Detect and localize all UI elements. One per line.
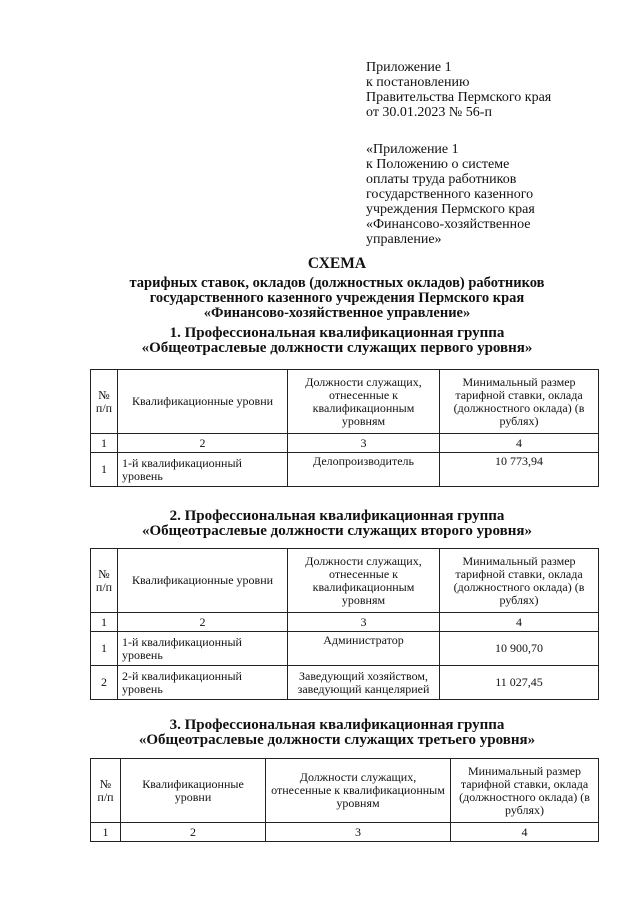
section-title-line: 2. Профессиональная квалификационная группа xyxy=(169,508,505,524)
column-number: 2 xyxy=(118,434,288,453)
header-position: Должности служащих, отнесенные к квалификационным уровням xyxy=(288,549,440,613)
column-number: 2 xyxy=(121,823,266,842)
column-numbers-row xyxy=(91,613,599,632)
column-number: 4 xyxy=(440,434,599,453)
appendix-line: к Положению о системе xyxy=(366,157,510,172)
table-row xyxy=(91,632,599,666)
document-subtitle xyxy=(60,276,614,321)
appendix-line: «Приложение 1 xyxy=(366,142,459,157)
header-salary: Минимальный размер тарифной ставки, оклада (должностного оклада) (в рублях) xyxy=(440,549,599,613)
section-title-line: «Общеотраслевые должности служащих второго уровня» xyxy=(142,523,532,539)
appendix-line: «Финансово-хозяйственное xyxy=(366,217,531,232)
section-3-title xyxy=(60,718,614,748)
header-position: Должности служащих, отнесенные к квалификационным уровням xyxy=(288,370,440,434)
section-2-table xyxy=(90,548,599,700)
subtitle-line: тарифных ставок, окладов (должностных окладов) работников xyxy=(129,275,545,291)
header-level: Квалификационные уровни xyxy=(118,549,288,613)
row-position: Делопроизводитель xyxy=(288,453,440,487)
column-number: 1 xyxy=(91,613,118,632)
section-1-table xyxy=(90,369,599,487)
header-level: Квалификационные уровни xyxy=(118,370,288,434)
row-position: Администратор xyxy=(288,632,440,666)
header-salary: Минимальный размер тарифной ставки, оклада (должностного оклада) (в рублях) xyxy=(440,370,599,434)
table-header-row xyxy=(91,549,599,613)
section-3-table xyxy=(90,758,599,842)
row-level: 2-й квалификационный уровень xyxy=(118,666,288,700)
row-level: 1-й квалификационный уровень xyxy=(118,453,288,487)
section-title-line: 3. Профессиональная квалификационная группа xyxy=(169,717,505,733)
column-number: 2 xyxy=(118,613,288,632)
column-number: 4 xyxy=(440,613,599,632)
approval-line: к постановлению xyxy=(366,75,470,90)
header-salary: Минимальный размер тарифной ставки, оклада (должностного оклада) (в рублях) xyxy=(451,759,599,823)
row-level: 1-й квалификационный уровень xyxy=(118,632,288,666)
section-2-title xyxy=(60,509,614,539)
header-num: № п/п xyxy=(91,759,121,823)
subtitle-line: «Финансово-хозяйственное управление» xyxy=(203,305,471,321)
column-number: 3 xyxy=(266,823,451,842)
column-number: 1 xyxy=(91,823,121,842)
appendix-note xyxy=(366,142,606,247)
table-header-row xyxy=(91,759,599,823)
header-level: Квалификационные уровни xyxy=(121,759,266,823)
column-number: 1 xyxy=(91,434,118,453)
subtitle-line: государственного казенного учреждения Пермского края xyxy=(149,290,525,306)
row-salary: 10 773,94 xyxy=(440,453,599,487)
row-num: 2 xyxy=(91,666,118,700)
section-title-line: «Общеотраслевые должности служащих первого уровня» xyxy=(141,340,533,356)
row-salary: 11 027,45 xyxy=(440,666,599,700)
appendix-line: учреждения Пермского края xyxy=(366,202,535,217)
section-1-title xyxy=(60,326,614,356)
table-header-row xyxy=(91,370,599,434)
column-numbers-row xyxy=(91,434,599,453)
document-title: СХЕМА xyxy=(307,255,367,272)
column-number: 3 xyxy=(288,434,440,453)
column-number: 3 xyxy=(288,613,440,632)
table-row xyxy=(91,453,599,487)
row-num: 1 xyxy=(91,632,118,666)
column-numbers-row xyxy=(91,823,599,842)
appendix-line: оплаты труда работников xyxy=(366,172,517,187)
header-num: № п/п xyxy=(91,370,118,434)
approval-line: Приложение 1 xyxy=(366,60,452,75)
approval-line: от 30.01.2023 № 56-п xyxy=(366,105,492,120)
approval-line: Правительства Пермского края xyxy=(366,90,552,105)
row-position: Заведующий хозяйством, заведующий канцелярией xyxy=(288,666,440,700)
header-position: Должности служащих, отнесенные к квалификационным уровням xyxy=(266,759,451,823)
appendix-line: управление» xyxy=(366,232,442,247)
section-title-line: «Общеотраслевые должности служащих третьего уровня» xyxy=(138,732,536,748)
table-row xyxy=(91,666,599,700)
column-number: 4 xyxy=(451,823,599,842)
section-title-line: 1. Профессиональная квалификационная группа xyxy=(169,325,505,341)
row-num: 1 xyxy=(91,453,118,487)
row-salary: 10 900,70 xyxy=(440,632,599,666)
approval-note xyxy=(366,60,606,120)
appendix-line: государственного казенного xyxy=(366,187,534,202)
header-num: № п/п xyxy=(91,549,118,613)
